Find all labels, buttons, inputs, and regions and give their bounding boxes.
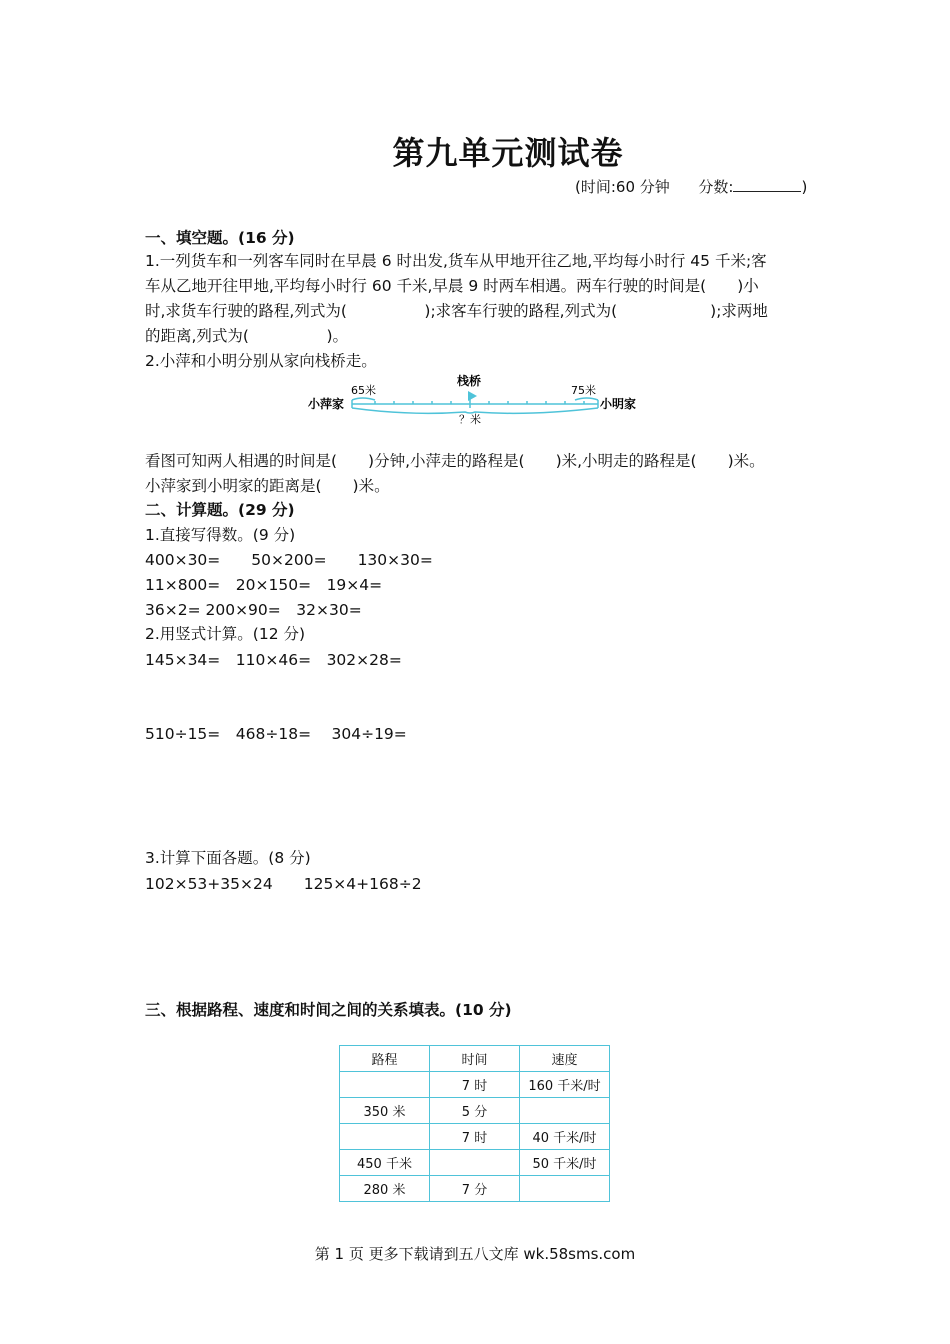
table-cell: 40 千米/时: [520, 1124, 610, 1150]
table-cell: 7 时: [430, 1072, 520, 1098]
header-distance: 路程: [340, 1046, 430, 1072]
table-cell[interactable]: [340, 1124, 430, 1150]
page-footer: 第 1 页 更多下载请到五八文库 wk.58sms.com: [314, 1245, 636, 1263]
mixed-calc-row: 102×53+35×24 125×4+168÷2: [145, 875, 422, 893]
table-cell: 280 米: [340, 1176, 430, 1202]
q1-line-3: 时,求货车行驶的路程,列式为( );求客车行驶的路程,列式为( );求两地: [145, 302, 768, 320]
vertical-calc-row-1: 145×34= 110×46= 302×28=: [145, 651, 402, 669]
time-score-line: (时间:60 分钟 分数: ): [575, 178, 808, 196]
right-distance-label: 75米: [571, 384, 596, 397]
table-cell[interactable]: [430, 1150, 520, 1176]
table-row: [340, 1150, 610, 1176]
table-cell: 7 时: [430, 1124, 520, 1150]
table-cell: 350 米: [340, 1098, 430, 1124]
relation-table: [339, 1045, 610, 1202]
mental-math-row-2: 11×800= 20×150= 19×4=: [145, 576, 383, 594]
table-cell[interactable]: [340, 1072, 430, 1098]
table-cell: 450 千米: [340, 1150, 430, 1176]
q1-line-2: 车从乙地开往甲地,平均每小时行 60 千米,早晨 9 时两车相遇。两车行驶的时间是( )小: [145, 277, 759, 295]
score-blank[interactable]: [733, 177, 801, 192]
section-2-heading: 二、计算题。(29 分): [145, 501, 295, 519]
table-cell: 50 千米/时: [520, 1150, 610, 1176]
table-cell[interactable]: [520, 1098, 610, 1124]
time-limit: (时间:60 分钟: [575, 178, 670, 196]
q2-title: 2.小萍和小明分别从家向栈桥走。: [145, 352, 377, 370]
table-cell: 160 千米/时: [520, 1072, 610, 1098]
table-row: [340, 1098, 610, 1124]
bridge-diagram: [300, 370, 650, 430]
header-speed: 速度: [520, 1046, 610, 1072]
xiaoping-home-label: 小萍家: [308, 397, 345, 411]
mental-math-row-1: 400×30= 50×200= 130×30=: [145, 551, 433, 569]
mental-math-row-3: 36×2= 200×90= 32×30=: [145, 601, 362, 619]
table-row: [340, 1124, 610, 1150]
section-1-heading: 一、填空题。(16 分): [145, 229, 295, 247]
xiaoming-home-label: 小明家: [600, 397, 637, 411]
header-time: 时间: [430, 1046, 520, 1072]
score-label: 分数:: [698, 178, 734, 196]
q1-line-4: 的距离,列式为( )。: [145, 327, 349, 345]
left-distance-label: 65米: [351, 384, 376, 397]
bridge-marker-icon: [468, 391, 477, 401]
table-cell[interactable]: [520, 1176, 610, 1202]
table-cell: 7 分: [430, 1176, 520, 1202]
bridge-label: 栈桥: [457, 374, 482, 388]
q2-line-1: 看图可知两人相遇的时间是( )分钟,小萍走的路程是( )米,小明走的路程是( )米。: [145, 452, 765, 470]
q2-line-2: 小萍家到小明家的距离是( )米。: [145, 477, 390, 495]
table-row: [340, 1072, 610, 1098]
vertical-calc-row-2: 510÷15= 468÷18= 304÷19=: [145, 725, 407, 743]
part-3-title: 3.计算下面各题。(8 分): [145, 849, 311, 867]
page-title: 第九单元测试卷: [392, 134, 624, 172]
table-cell: 5 分: [430, 1098, 520, 1124]
total-distance-label: ？米: [459, 413, 481, 426]
part-2-title: 2.用竖式计算。(12 分): [145, 625, 306, 643]
table-header-row: [340, 1046, 610, 1072]
part-1-title: 1.直接写得数。(9 分): [145, 526, 296, 544]
distance-line: [352, 398, 598, 413]
section-3-heading: 三、根据路程、速度和时间之间的关系填表。(10 分): [145, 1001, 512, 1019]
q1-line-1: 1.一列货车和一列客车同时在早晨 6 时出发,货车从甲地开往乙地,平均每小时行 45 千米;客: [145, 252, 767, 270]
table-row: [340, 1176, 610, 1202]
